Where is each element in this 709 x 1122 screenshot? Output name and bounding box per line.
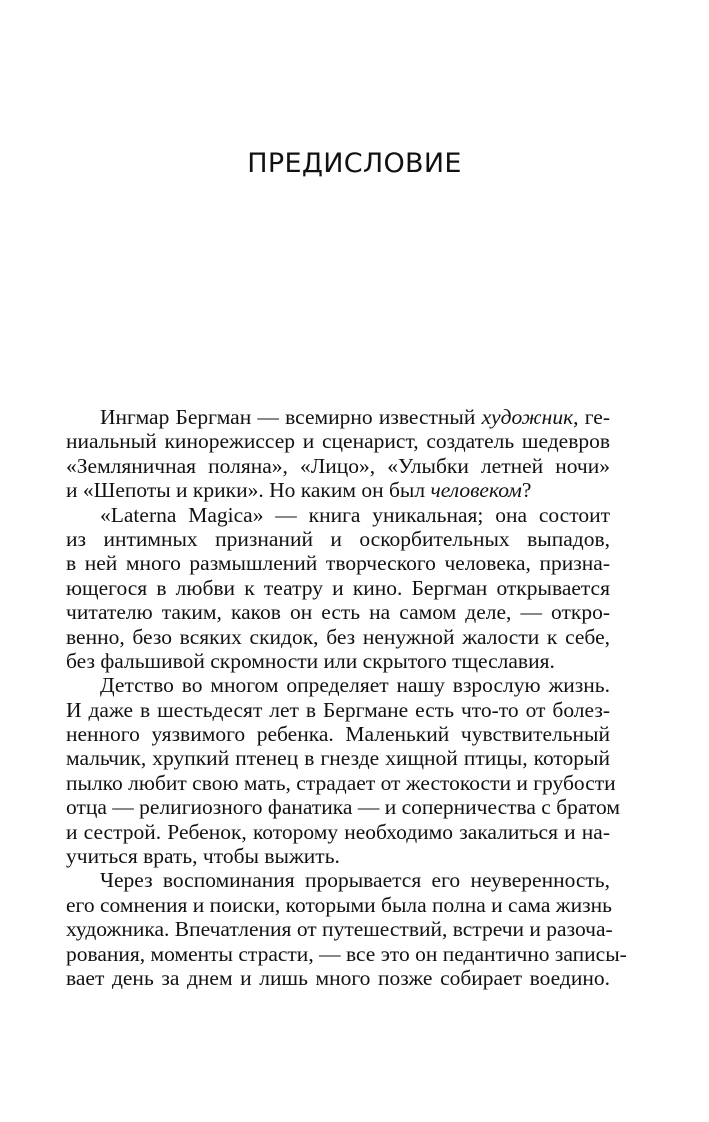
text-line: его сомнения и поиски, которыми была полна и сама жизнь bbox=[66, 892, 612, 917]
text-line: ющегося в любви к театру и кино. Бергман открывается bbox=[66, 575, 610, 600]
text-line: Через воспоминания прорывается его неуверенность, bbox=[100, 868, 610, 893]
text-line: отца — религиозного фанатика — и соперничества с братом bbox=[66, 795, 620, 820]
text-line: «Laterna Magica» — книга уникальная; она состоит bbox=[100, 502, 610, 527]
text-line: и сестрой. Ребенок, которому необходимо закалиться и на- bbox=[66, 819, 610, 844]
text-line: в ней много размышлений творческого человека, призна- bbox=[66, 551, 610, 576]
italic-word: человеком bbox=[430, 478, 522, 503]
text-line: без фальшивой скромности или скрытого тщеславия. bbox=[66, 648, 555, 673]
text-line: И даже в шестьдесят лет в Бергмане есть что-то от болез- bbox=[66, 697, 610, 722]
text-line: и «Шепоты и крики». Но каким он был человеком? bbox=[66, 478, 532, 503]
text-line: из интимных признаний и оскорбительных выпадов, bbox=[66, 526, 610, 551]
text-line: мальчик, хрупкий птенец в гнезде хищной птицы, который bbox=[66, 746, 610, 771]
text-line: пылко любит свою мать, страдает от жестокости и грубости bbox=[66, 770, 616, 795]
text-line: «Земляничная поляна», «Лицо», «Улыбки летней ночи» bbox=[66, 453, 610, 478]
text-line: венно, безо всяких скидок, без ненужной жалости к себе, bbox=[66, 624, 610, 649]
text-line: ниальный кинорежиссер и сценарист, создатель шедевров bbox=[66, 429, 610, 454]
text-line: учиться врать, чтобы выжить. bbox=[66, 844, 340, 869]
text-line: ненного уязвимого ребенка. Маленький чувствительный bbox=[66, 722, 610, 747]
text-line: художника. Впечатления от путешествий, встречи и разоча- bbox=[66, 917, 613, 942]
text-line: Ингмар Бергман — всемирно известный художник, ге- bbox=[100, 405, 610, 429]
italic-word: художник bbox=[481, 405, 574, 429]
paragraph bbox=[66, 868, 627, 990]
paragraph bbox=[66, 405, 610, 503]
paragraph bbox=[66, 673, 620, 869]
text-line: Детство во многом определяет нашу взрослую жизнь. bbox=[100, 673, 610, 698]
text-line: вает день за днем и лишь много позже собирает воедино. bbox=[66, 965, 610, 990]
paragraph bbox=[66, 503, 610, 674]
text-line: рования, моменты страсти, — все это он педантично записы- bbox=[66, 941, 627, 966]
page-title: ПРЕДИСЛОВИЕ bbox=[247, 148, 462, 179]
preface-text bbox=[66, 405, 627, 990]
text-line: читателю таким, каков он есть на самом деле, — откро- bbox=[66, 600, 610, 625]
